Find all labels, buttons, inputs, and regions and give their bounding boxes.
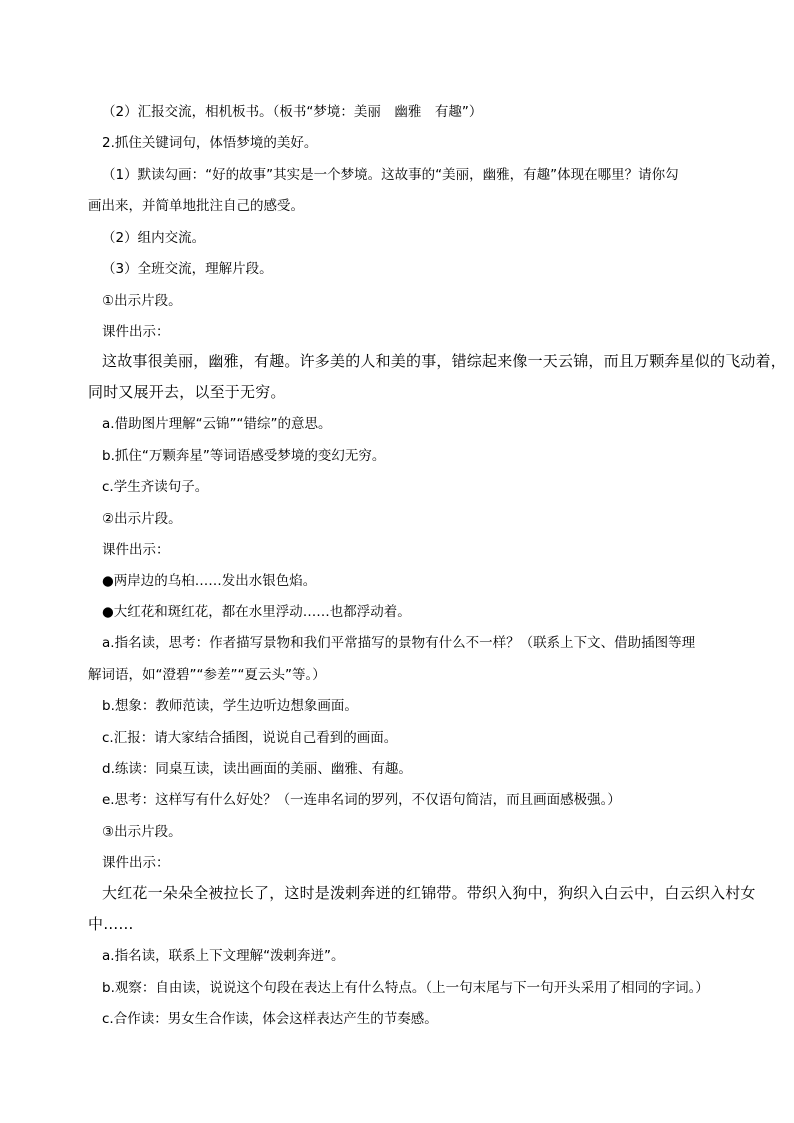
text-line: c.汇报：请大家结合插图，说说自己看到的画面。 [102,730,398,746]
text-line: 解词语，如“澄碧”“参差”“夏云头”等。） [88,667,326,683]
text-line: d.练读：同桌互读，读出画面的美丽、幽雅、有趣。 [102,761,412,777]
text-line: 课件出示： [102,542,170,558]
text-line: 画出来，并简单地批注自己的感受。 [88,198,304,214]
text-line: ①出示片段。 [102,293,182,309]
text-line: c.合作读：男女生合作读，体会这样表达产生的节奏感。 [102,1011,438,1027]
text-line: b.观察：自由读，说说这个句段在表达上有什么特点。（上一句末尾与下一句开头采用了相同的字词。） [102,980,709,996]
text-line: ●大红花和斑红花，都在水里浮动……也都浮动着。 [102,604,411,620]
text-line: b.想象：教师范读，学生边听边想象画面。 [102,698,358,714]
text-line: ②出示片段。 [102,511,182,527]
text-line: b.抓住“万颗奔星”等词语感受梦境的变幻无穷。 [102,448,386,464]
text-line: a.指名读，思考：作者描写景物和我们平常描写的景物有什么不一样？（联系上下文、借助插图等理 [102,635,696,651]
text-line: （3）全班交流，理解片段。 [102,261,273,277]
text-line: ●两岸边的乌桕……发出水银色焰。 [102,573,317,589]
text-line: 中…… [88,915,134,933]
text-line: a.借助图片理解“云锦”“错综”的意思。 [102,416,332,432]
text-line: 这故事很美丽，幽雅，有趣。许多美的人和美的事，错综起来像一天云锦，而且万颗奔星似的飞动着， [102,352,787,370]
text-line: 大红花一朵朵全被拉长了，这时是泼剌奔迸的红锦带。带织入狗中，狗织入白云中，白云织入村女 [102,884,756,902]
text-line: c.学生齐读句子。 [102,479,209,495]
text-line: （2）汇报交流，相机板书。（板书“梦境：美丽 幽雅 有趣”） [102,104,483,120]
text-line: 同时又展开去，以至于无穷。 [88,383,286,401]
text-line: 课件出示： [102,855,170,871]
text-line: a.指名读，联系上下文理解“泼剌奔迸”。 [102,948,345,964]
text-line: 2.抓住关键词句，体悟梦境的美好。 [102,135,318,151]
text-line: （2）组内交流。 [102,230,206,246]
text-line: 课件出示： [102,324,170,340]
text-line: e.思考：这样写有什么好处？（一连串名词的罗列，不仅语句简洁，而且画面感极强。） [102,792,621,808]
text-line: ③出示片段。 [102,824,182,840]
text-line: （1）默读勾画：“好的故事”其实是一个梦境。这故事的“美丽，幽雅，有趣”体现在哪里？请你勾 [102,167,679,183]
